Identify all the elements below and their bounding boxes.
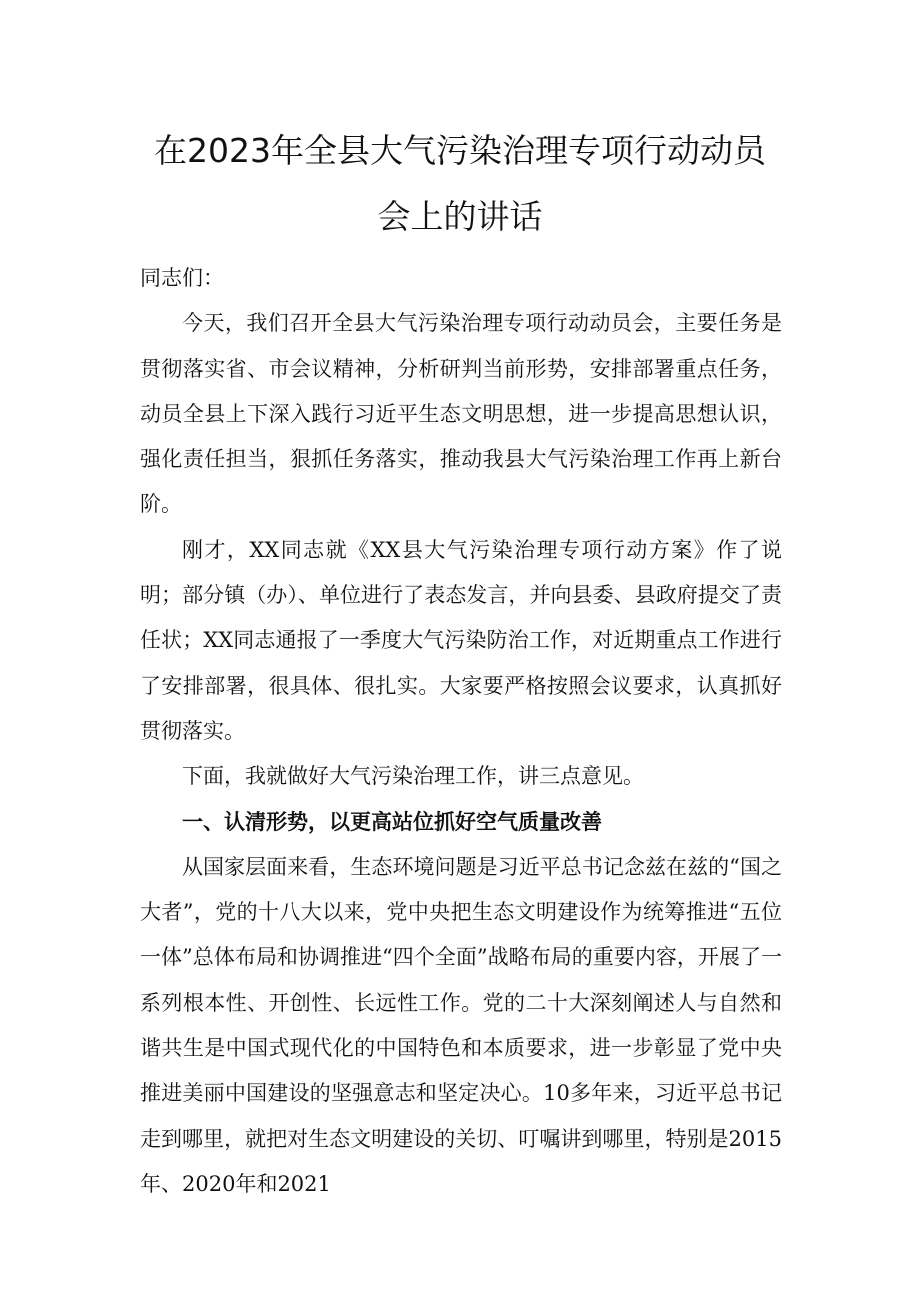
paragraph-2: 刚才，XX同志就《XX县大气污染治理专项行动方案》作了说明；部分镇（办）、单位进行了表态发言，并向县委、县政府提交了责任状；XX同志通报了一季度大气污染防治工作，对近期重点工作进行了安排部署，很具体、很扎实。大家要严格按照会议要求，认真抓好贯彻落实。 <box>140 537 782 743</box>
paragraph-1: 今天，我们召开全县大气污染治理专项行动动员会，主要任务是贯彻落实省、市会议精神，分析研判当前形势，安排部署重点任务，动员全县上下深入践行习近平生态文明思想，进一步提高思想认识，强化责任担当，狠抓任务落实，推动我县大气污染治理工作再上新台阶。 <box>140 311 782 517</box>
document-body <box>140 256 782 1207</box>
document-title-line-1: 在2023年全县大气污染治理专项行动动员 <box>154 131 766 170</box>
paragraph-3: 下面，我就做好大气污染治理工作，讲三点意见。 <box>182 764 644 789</box>
salutation: 同志们： <box>140 266 224 290</box>
section-heading-1: 一、认清形势，以更高站位抓好空气质量改善 <box>182 809 602 834</box>
document-title-line-2: 会上的讲话 <box>377 197 543 236</box>
section-1-paragraph: 从国家层面来看，生态环境问题是习近平总书记念兹在兹的“国之大者”，党的十八大以来，党中央把生态文明建设作为统筹推进“五位一体”总体布局和协调推进“四个全面”战略布局的重要内容，开展了一系列根本性、开创性、长远性工作。党的二十大深刻阐述人与自然和谐共生是中国式现代化的中国特色和本质要求，进一步彰显了党中央推进美丽中国建设的坚强意志和坚定决心。10多年来，习近平总书记走到哪里，就把对生态文明建设的关切、叮嘱讲到哪里，特别是2015年、2020年和2021 <box>140 854 782 1196</box>
